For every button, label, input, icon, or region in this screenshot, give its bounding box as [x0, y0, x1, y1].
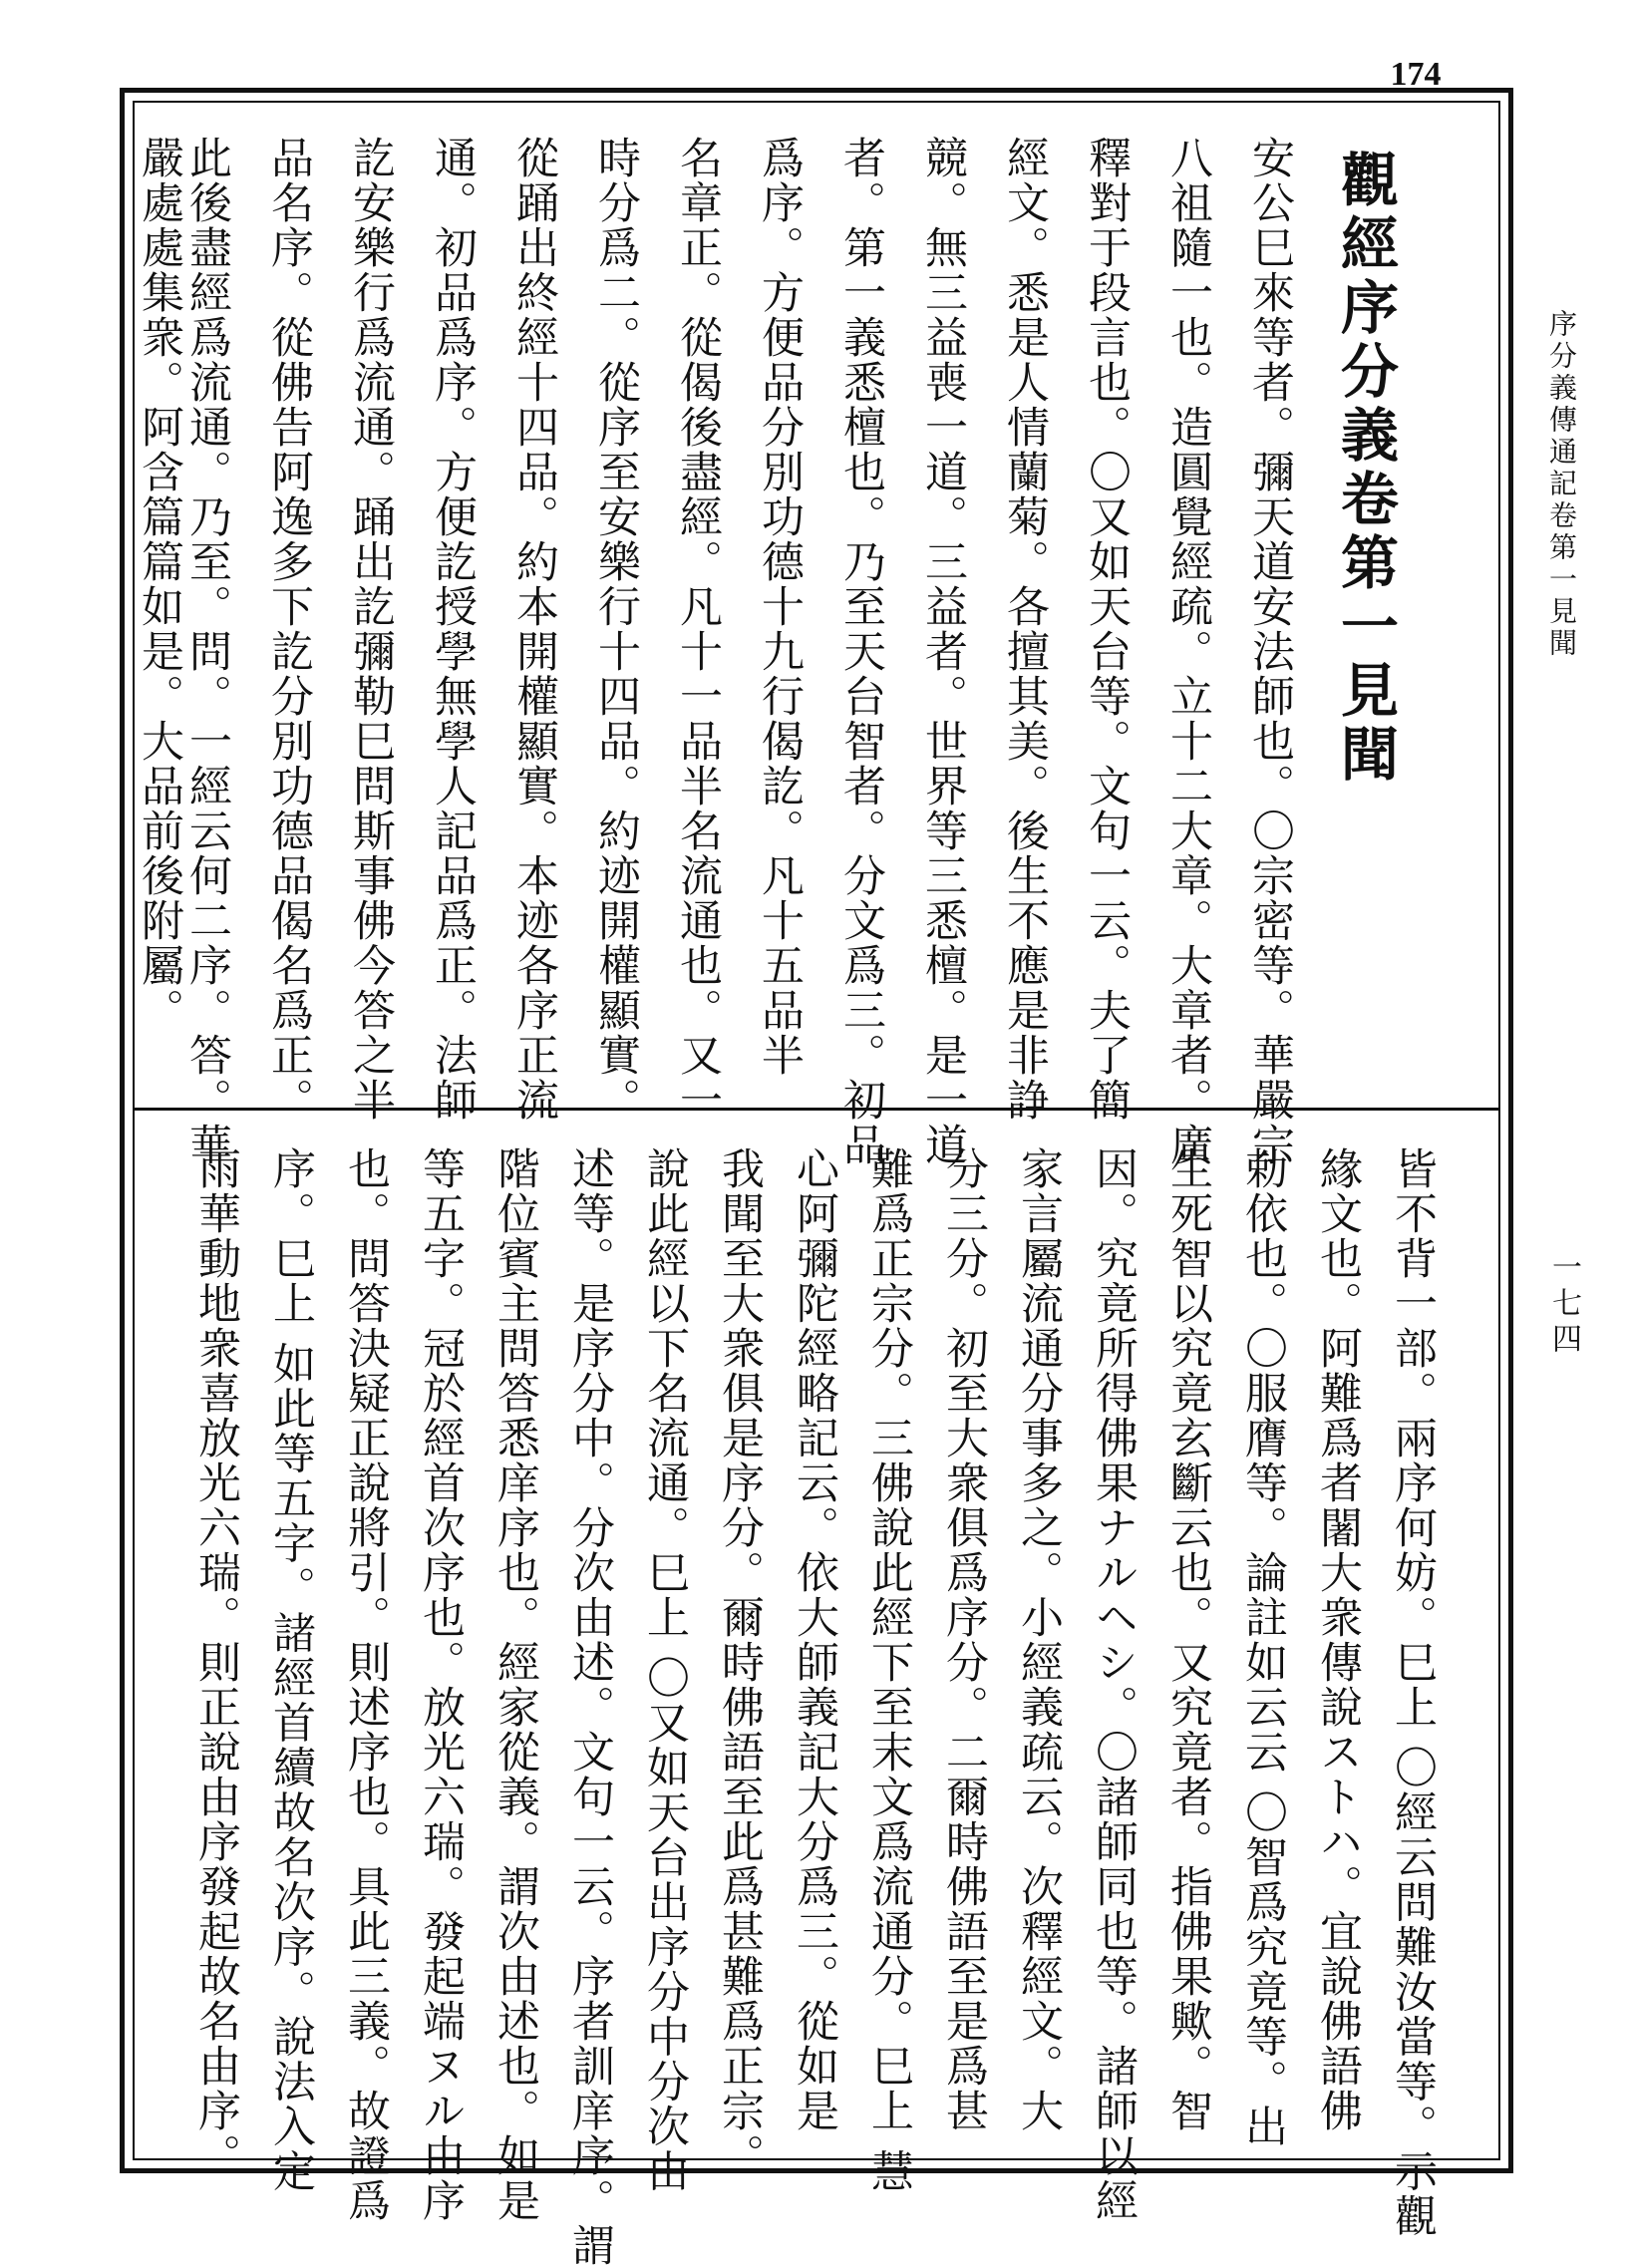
text-column-top: 者。第一義悉檀也。乃至天台智者。分文爲三。初品 — [836, 136, 886, 1167]
text-column-top: 時分爲二。從序至安樂行十四品。約迹開權顯實。 — [591, 136, 641, 1123]
text-column-bottom: 分三分。初至大衆俱爲序分。二爾時佛語至是爲甚 — [939, 1146, 989, 2133]
text-column-bottom: 述等。是序分中。分次由述。文句一云。序者訓庠序。謂 — [565, 1146, 615, 2268]
text-column-bottom: 等五字。冠於經首次序也。放光六瑞。發起端ヌル由序 — [416, 1146, 466, 2223]
text-column-top: 訖安樂行爲流通。踊出訖彌勒巳問斯事佛今答之半 — [346, 136, 396, 1123]
text-column-bottom: 我聞至大衆俱是序分。爾時佛語至此爲甚難爲正宗。 — [715, 1146, 765, 2178]
text-column-bottom: 因。究竟所得佛果ナルヘシ。〇諸師同也等。諸師以經 — [1089, 1146, 1139, 2223]
text-column-top: 品名序。從佛告阿逸多下訖分別功德品偈名爲正。 — [264, 136, 314, 1123]
text-column-top: 經文。悉是人情蘭菊。各擅其美。後生不應是非諍 — [1000, 136, 1050, 1123]
text-column-bottom: 也。問答決疑正說將引。則述序也。具此三義。故證爲 — [341, 1146, 391, 2223]
text-column-top: 此後盡經爲流通。乃至。問。一經云何二序。答。華 — [182, 136, 232, 1167]
section-divider — [133, 1108, 1500, 1111]
text-column-top: 通。初品爲序。方便訖授學無學人記品爲正。法師 — [428, 136, 478, 1123]
text-column-bottom: 說此經以下名流通。巳上 〇又如天台出序分中分次由 — [640, 1146, 690, 2194]
text-column-top: 嚴處處集衆。阿含篇篇如是。大品前後附屬。 — [135, 136, 184, 1033]
text-column-top: 爲序。方便品分別功德十九行偈訖。凡十五品半 — [755, 136, 805, 1078]
kanji-page-number: 一七四 — [1546, 1251, 1581, 1359]
text-column-bottom: 雨華動地衆喜放光六瑞。則正說由序發起故名由序。 — [191, 1146, 241, 2178]
text-column-bottom: 家言屬流通分事多之。小經義疏云。次釋經文。大 — [1014, 1146, 1064, 2133]
text-column-top: 安公巳來等者。彌天道安法師也。〇宗密等。華嚴宗 — [1245, 136, 1295, 1167]
text-column-bottom: 心阿彌陀經略記云。依大師義記大分爲三。從如是 — [790, 1146, 839, 2133]
text-column-bottom: 緣文也。阿難爲者闍大衆傳說ストハ。宜說佛語佛 — [1313, 1146, 1363, 2133]
text-column-bottom: 序。巳上 如此等五字。諸經首續故名次序。說法入定 — [266, 1146, 316, 2194]
text-column-top: 從踊出終經十四品。約本開權顯實。本迹各序正流 — [509, 136, 559, 1123]
chapter-title: 觀經序分義卷第一見聞 — [1331, 150, 1399, 788]
text-column-top: 競。無三益喪一道。三益者。世界等三悉檀。是一道 — [918, 136, 968, 1167]
text-column-bottom: 生死智以究竟玄斷云也。又究竟者。指佛果歟。智 — [1163, 1146, 1213, 2133]
text-column-top: 釋對于段言也。〇又如天台等。文句一云。夫了簡 — [1082, 136, 1132, 1123]
text-column-bottom: 難爲正宗分。三佛說此經下至末文爲流通分。巳上 慧 — [864, 1146, 914, 2194]
text-column-bottom: 勅依也。〇服膺等。論註如云云 〇智爲究竟等。出 — [1238, 1146, 1288, 2149]
text-column-bottom: 階位賓主問答悉庠序也。經家從義。謂次由述也。如是 — [490, 1146, 540, 2223]
page-number: 174 — [1390, 56, 1442, 93]
running-head: 序分義傳通記卷第一見聞 — [1545, 309, 1578, 660]
text-column-top: 八祖隨一也。造圓覺經疏。立十二大章。大章者。廣 — [1163, 136, 1213, 1167]
text-column-top: 名章正。從偈後盡經。凡十一品半名流通也。又一 — [673, 136, 723, 1123]
text-column-bottom: 皆不背一部。兩序何妨。巳上 〇經云問難汝當等。示觀 — [1388, 1146, 1438, 2239]
